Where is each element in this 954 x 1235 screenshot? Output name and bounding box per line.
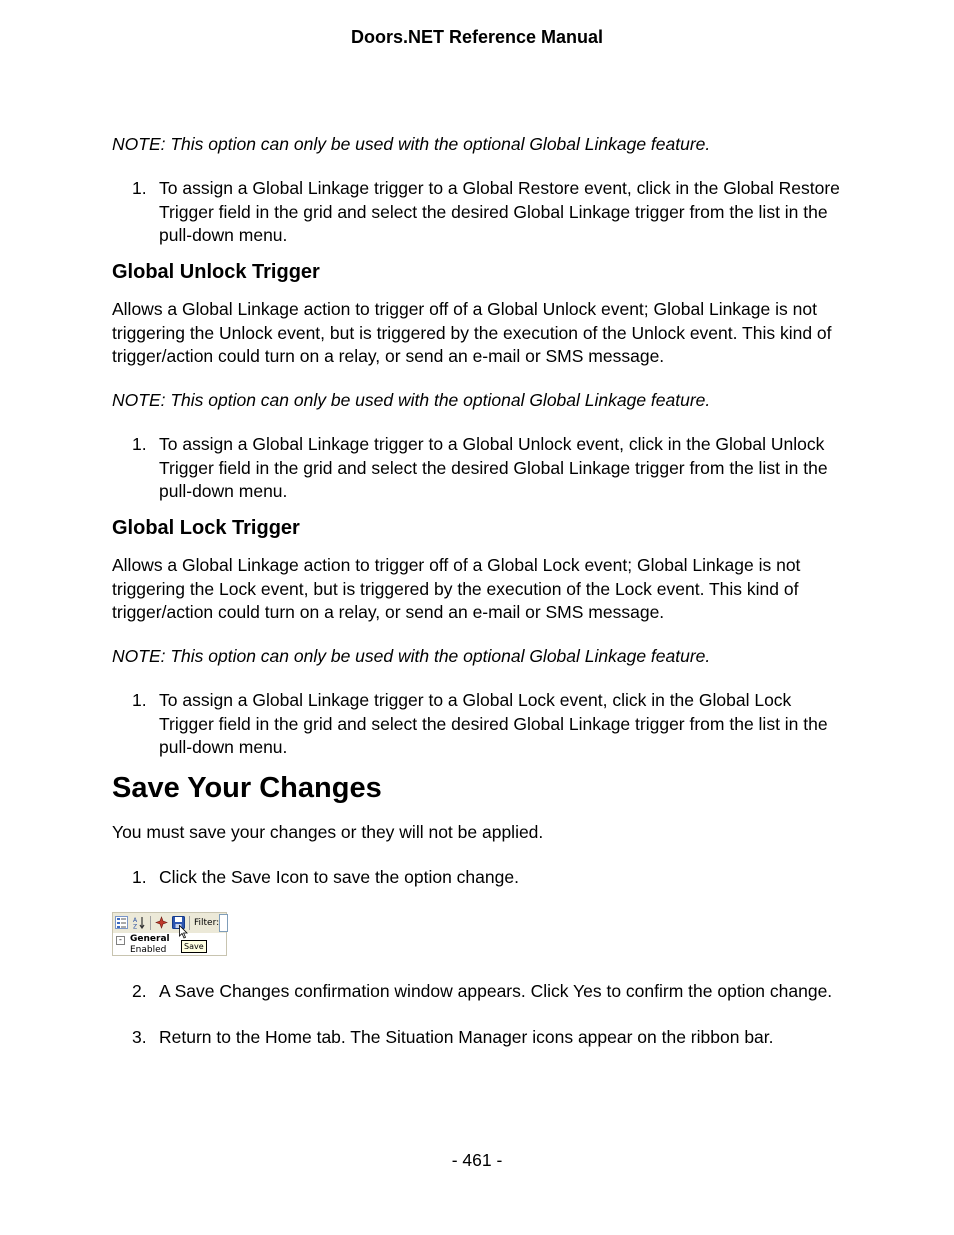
unlock-body: Allows a Global Linkage action to trigger off of a Global Unlock event; Global Linkage is not triggering the Unlock event, but is triggered by the execution of the Unlock event. This kind of trigger/action could turn on a relay, or send an e-mail or SMS message. bbox=[112, 299, 832, 366]
collapse-icon: - bbox=[116, 936, 125, 945]
save-heading: Save Your Changes bbox=[112, 772, 382, 804]
unlock-heading: Global Unlock Trigger bbox=[112, 261, 320, 283]
save-body: You must save your changes or they will not be applied. bbox=[112, 822, 544, 842]
step-number: 1. bbox=[132, 867, 147, 887]
sort-alphabetical-icon bbox=[133, 916, 146, 929]
mouse-cursor-icon bbox=[179, 925, 188, 939]
filter-input bbox=[219, 914, 228, 932]
lock-body: Allows a Global Linkage action to trigger off of a Global Lock event; Global Linkage is not triggering the Lock event, but is triggered by the execution of the Lock event. This kind of trigger/action could turn on a relay, or send an e-mail or SMS message. bbox=[112, 555, 801, 622]
categorized-icon bbox=[115, 916, 128, 929]
property-pages-icon bbox=[155, 916, 168, 929]
manual-title: Doors.NET Reference Manual bbox=[350, 27, 604, 47]
toolbar-separator bbox=[189, 916, 190, 930]
toolbar-screenshot bbox=[112, 912, 227, 956]
step-number: 1. bbox=[132, 178, 147, 198]
step-text: To assign a Global Linkage trigger to a Global Restore event, click in the Global Restore Trigger field in the grid and select the desired Global Linkage trigger from the list in the pull-down menu. bbox=[159, 178, 840, 245]
step-text: Click the Save Icon to save the option change. bbox=[159, 867, 519, 887]
step-number: 2. bbox=[132, 981, 147, 1001]
unlock-note: NOTE: This option can only be used with the optional Global Linkage feature. bbox=[112, 390, 711, 410]
toolbar-separator bbox=[150, 916, 151, 930]
property-grid bbox=[113, 933, 226, 955]
svg-text:Z: Z bbox=[133, 923, 138, 929]
grid-group-general: General bbox=[130, 934, 170, 944]
lock-note: NOTE: This option can only be used with the optional Global Linkage feature. bbox=[112, 646, 711, 666]
step-number: 3. bbox=[132, 1027, 147, 1047]
step-text: To assign a Global Linkage trigger to a Global Unlock event, click in the Global Unlock Trigger field in the grid and select the desired Global Linkage trigger from the list in the pull-down menu. bbox=[159, 434, 828, 501]
page-number: - 461 - bbox=[451, 1150, 503, 1170]
restore-note: NOTE: This option can only be used with the optional Global Linkage feature. bbox=[112, 134, 711, 154]
step-number: 1. bbox=[132, 434, 147, 454]
step-text: Return to the Home tab. The Situation Manager icons appear on the ribbon bar. bbox=[159, 1027, 774, 1047]
grid-row-enabled: Enabled bbox=[130, 945, 167, 955]
step-text: A Save Changes confirmation window appears. Click Yes to confirm the option change. bbox=[159, 981, 833, 1001]
lock-heading: Global Lock Trigger bbox=[112, 517, 300, 539]
step-text: To assign a Global Linkage trigger to a Global Lock event, click in the Global Lock Trigger field in the grid and select the desired Global Linkage trigger from the list in the pull-down menu. bbox=[159, 690, 828, 757]
step-number: 1. bbox=[132, 690, 147, 710]
svg-text:A: A bbox=[133, 917, 138, 924]
filter-label: Filter: bbox=[194, 918, 220, 928]
save-tooltip: Save bbox=[181, 940, 207, 953]
